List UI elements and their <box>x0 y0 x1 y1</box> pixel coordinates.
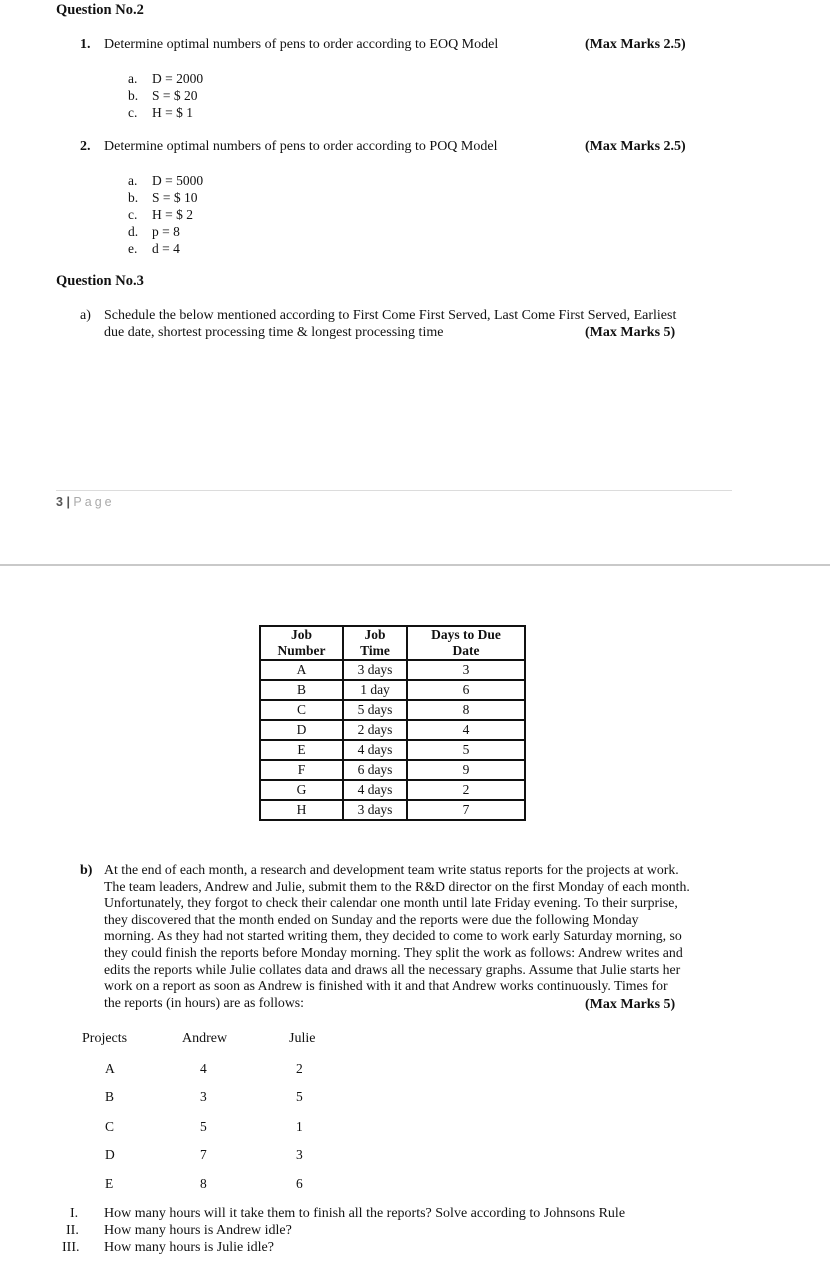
julie-hours: 1 <box>296 1119 303 1134</box>
days-to-due: 3 <box>407 660 525 680</box>
days-to-due: 6 <box>407 680 525 700</box>
julie-hours: 2 <box>296 1061 303 1076</box>
header-job-number <box>260 626 343 660</box>
header-days-to-due-date <box>407 626 525 660</box>
andrew-hours: 8 <box>200 1176 207 1191</box>
job-time: 4 days <box>343 780 407 800</box>
question-ii-text: How many hours is Andrew idle? <box>104 1223 292 1238</box>
question-3-title: Question No.3 <box>56 273 144 289</box>
q2-item-2-sub-a-label: a. <box>128 173 138 188</box>
header-job-time <box>343 626 407 660</box>
question-iii-text: How many hours is Julie idle? <box>104 1240 274 1255</box>
q3-part-b-label: b) <box>80 863 93 878</box>
q2-item-1-sub-b-label: b. <box>128 88 139 103</box>
days-to-due: 7 <box>407 800 525 820</box>
paragraph-line: they discovered that the month ended on Sunday and the reports were due the following Monday <box>104 911 639 927</box>
page-number: 3 <box>56 495 63 509</box>
footer-separator: | <box>66 495 70 509</box>
footer-page-word: Page <box>73 495 115 509</box>
header-days-line-2: Date <box>452 643 480 658</box>
header-job-time-line-2: Time <box>360 643 390 658</box>
q3-part-a-label: a) <box>80 308 91 323</box>
q2-item-2-sub-b-label: b. <box>128 190 139 205</box>
q2-item-1-sub-c-label: c. <box>128 105 138 120</box>
job-number: E <box>260 740 343 760</box>
project-label: C <box>105 1119 115 1134</box>
q3-part-b-marks: (Max Marks 5) <box>585 997 676 1012</box>
q2-item-1-sub-a-label: a. <box>128 71 138 86</box>
projects-header: Projects <box>82 1031 128 1046</box>
q2-item-2-sub-b-text: S = $ 10 <box>152 190 198 205</box>
days-to-due: 4 <box>407 720 525 740</box>
page-break <box>0 564 830 566</box>
q2-item-1-sub-a-text: D = 2000 <box>152 71 204 86</box>
paragraph-line: The team leaders, Andrew and Julie, submit them to the R&D director on the first Monday of each month. <box>104 878 690 894</box>
job-number: A <box>260 660 343 680</box>
q2-item-2-sub-e-label: e. <box>128 241 138 256</box>
job-number: D <box>260 720 343 740</box>
q2-item-2-sub-e-text: d = 4 <box>152 241 180 256</box>
julie-header: Julie <box>289 1031 316 1046</box>
paragraph-line: work on a report as soon as Andrew is finished with it and that Andrew works continuously. Times for <box>104 978 668 994</box>
project-label: A <box>105 1061 115 1076</box>
paragraph-line: they could finish the reports before Monday morning. They split the work as follows: Andrew writes and <box>104 944 683 960</box>
header-days-line-1: Days to Due <box>431 627 501 642</box>
job-time: 3 days <box>343 800 407 820</box>
table-row <box>260 660 525 680</box>
andrew-hours: 4 <box>200 1061 207 1076</box>
q2-item-2-sub-d-text: p = 8 <box>152 224 180 239</box>
table-row <box>260 760 525 780</box>
q2-item-2-sub-c-text: H = $ 2 <box>152 207 193 222</box>
andrew-hours: 3 <box>200 1089 207 1104</box>
julie-hours: 5 <box>296 1089 303 1104</box>
page-footer <box>56 495 115 509</box>
q2-item-2-sub-c-label: c. <box>128 207 138 222</box>
table-row <box>260 740 525 760</box>
paragraph-line: At the end of each month, a research and development team write status reports for the projects at work. <box>104 862 679 877</box>
q2-item-1-text: Determine optimal numbers of pens to order according to EOQ Model <box>104 37 499 52</box>
q2-item-2-sub-a-text: D = 5000 <box>152 173 204 188</box>
q3-part-a-marks: (Max Marks 5) <box>585 325 676 340</box>
question-i-number: I. <box>70 1206 79 1221</box>
table-row <box>260 700 525 720</box>
table-row <box>260 680 525 700</box>
table-row <box>260 800 525 820</box>
days-to-due: 8 <box>407 700 525 720</box>
days-to-due: 2 <box>407 780 525 800</box>
paragraph-line: the reports (in hours) are as follows: <box>104 994 305 1010</box>
question-2-title: Question No.2 <box>56 2 144 18</box>
days-to-due: 9 <box>407 760 525 780</box>
question-i-text: How many hours will it take them to finish all the reports? Solve according to Johnsons Rule <box>104 1206 626 1221</box>
andrew-header: Andrew <box>182 1031 228 1046</box>
paragraph-line: morning. As they had not started writing them, they decided to come to work early Saturday morning, so <box>104 928 682 944</box>
header-job-time-line-1: Job <box>364 627 386 642</box>
header-job-number-line-1: Job <box>290 627 312 642</box>
project-label: B <box>105 1089 115 1104</box>
q2-item-1-sub-c-text: H = $ 1 <box>152 105 193 120</box>
table-row <box>260 720 525 740</box>
q3-part-b-paragraph <box>104 862 732 1011</box>
job-time: 5 days <box>343 700 407 720</box>
q3-part-a-line-1: Schedule the below mentioned according to First Come First Served, Last Come First Served, Earliest <box>104 308 677 323</box>
job-time: 1 day <box>343 680 407 700</box>
julie-hours: 3 <box>296 1147 303 1162</box>
paragraph-line: Unfortunately, they forgot to check their calendar one month until late Friday evening. To their surprise, <box>104 895 678 911</box>
q2-item-1-number: 1. <box>80 37 91 52</box>
job-time: 2 days <box>343 720 407 740</box>
job-number: H <box>260 800 343 820</box>
days-to-due: 5 <box>407 740 525 760</box>
project-label: D <box>105 1147 115 1162</box>
q2-item-2-sub-d-label: d. <box>128 224 139 239</box>
andrew-hours: 5 <box>200 1119 207 1134</box>
job-time: 6 days <box>343 760 407 780</box>
q2-item-2-marks: (Max Marks 2.5) <box>585 139 686 154</box>
job-number: B <box>260 680 343 700</box>
job-schedule-table <box>259 625 526 821</box>
table-row <box>260 780 525 800</box>
andrew-hours: 7 <box>200 1147 207 1162</box>
header-job-number-line-2: Number <box>277 643 326 658</box>
paragraph-line: edits the reports while Julie collates data and draws all the necessary graphs. Assume that Julie starts her <box>104 961 681 977</box>
job-time: 4 days <box>343 740 407 760</box>
job-number: C <box>260 700 343 720</box>
q2-item-2-text: Determine optimal numbers of pens to order according to POQ Model <box>104 139 498 154</box>
julie-hours: 6 <box>296 1176 303 1191</box>
job-number: G <box>260 780 343 800</box>
question-ii-number: II. <box>66 1223 79 1238</box>
table-header-row <box>260 626 525 660</box>
q2-item-2-number: 2. <box>80 139 91 154</box>
job-number: F <box>260 760 343 780</box>
job-time: 3 days <box>343 660 407 680</box>
q2-item-1-sub-b-text: S = $ 20 <box>152 88 198 103</box>
q2-item-1-marks: (Max Marks 2.5) <box>585 37 686 52</box>
q3-part-a-line-2: due date, shortest processing time & longest processing time <box>104 325 444 340</box>
footer-divider <box>56 490 732 491</box>
project-label: E <box>105 1176 114 1191</box>
question-iii-number: III. <box>62 1240 80 1255</box>
